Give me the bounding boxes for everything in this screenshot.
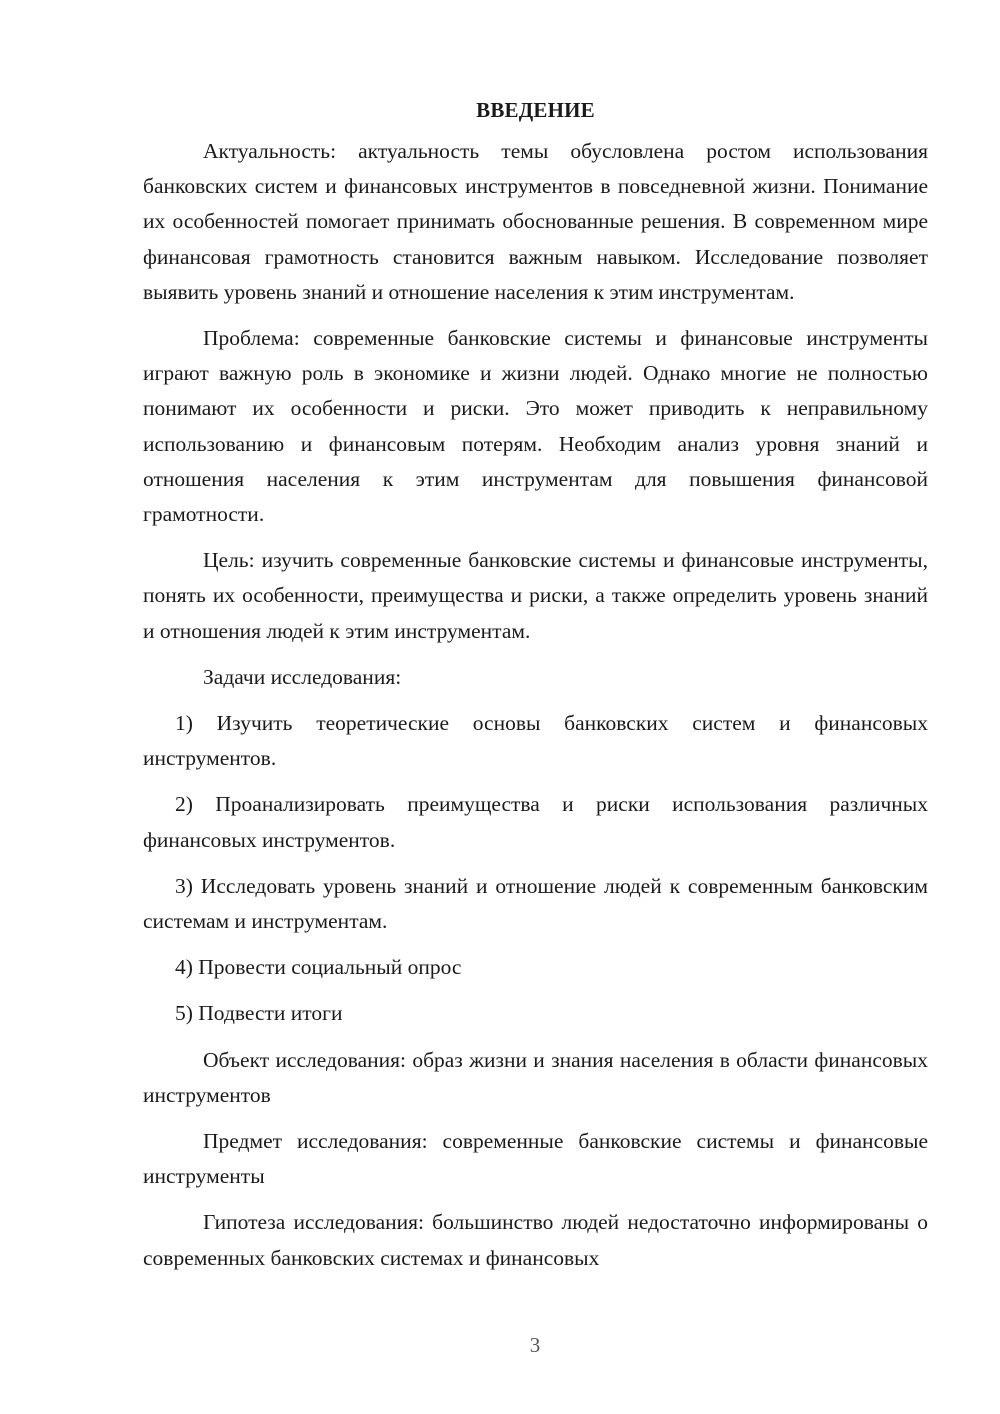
tasks-heading: Задачи исследования:: [203, 664, 402, 689]
paragraph-hypothesis: Гипотеза исследования: большинство людей недостаточно информированы о современных банковских системах и финансовых: [143, 1210, 928, 1270]
paragraph-goal: Цель: изучить современные банковские системы и финансовые инструменты, понять их особенности, преимущества и риски, а также определить уровень знаний и отношения людей к этим инструментам.: [143, 548, 928, 643]
paragraph-relevance: Актуальность: актуальность темы обусловлена ростом использования банковских систем и финансовых инструментов в повседневной жизни. Понимание их особенностей помогает принимать обоснованные решения. В современном мире финансовая грамотность становится важным навыком. Исследование позволяет выявить уровень знаний и отношение населения к этим инструментам.: [143, 139, 928, 304]
paragraph-problem: Проблема: современные банковские системы и финансовые инструменты играют важную роль в экономике и жизни людей. Однако многие не полностью понимают их особенности и риски. Это может приводить к неправильному использованию и финансовым потерям. Необходим анализ уровня знаний и отношения населения к этим инструментам для повышения финансовой грамотности.: [143, 326, 928, 527]
page-title: ВВЕДЕНИЕ: [476, 98, 595, 122]
task-item-3: 3) Исследовать уровень знаний и отношение людей к современным банковским системам и инструментам.: [143, 873, 928, 934]
document-page: [143, 96, 928, 1276]
task-item-1: 1) Изучить теоретические основы банковских систем и финансовых инструментов.: [143, 711, 928, 771]
page-number: 3: [529, 1333, 541, 1357]
task-item-2: 2) Проанализировать преимущества и риски использования различных финансовых инструментов.: [143, 792, 928, 852]
paragraph-object: Объект исследования: образ жизни и знания населения в области финансовых инструментов: [143, 1047, 928, 1107]
task-item-5: 5) Подвести итоги: [175, 1001, 343, 1026]
task-item-4: 4) Провести социальный опрос: [175, 955, 462, 980]
paragraph-subject: Предмет исследования: современные банковские системы и финансовые инструменты: [143, 1129, 928, 1189]
